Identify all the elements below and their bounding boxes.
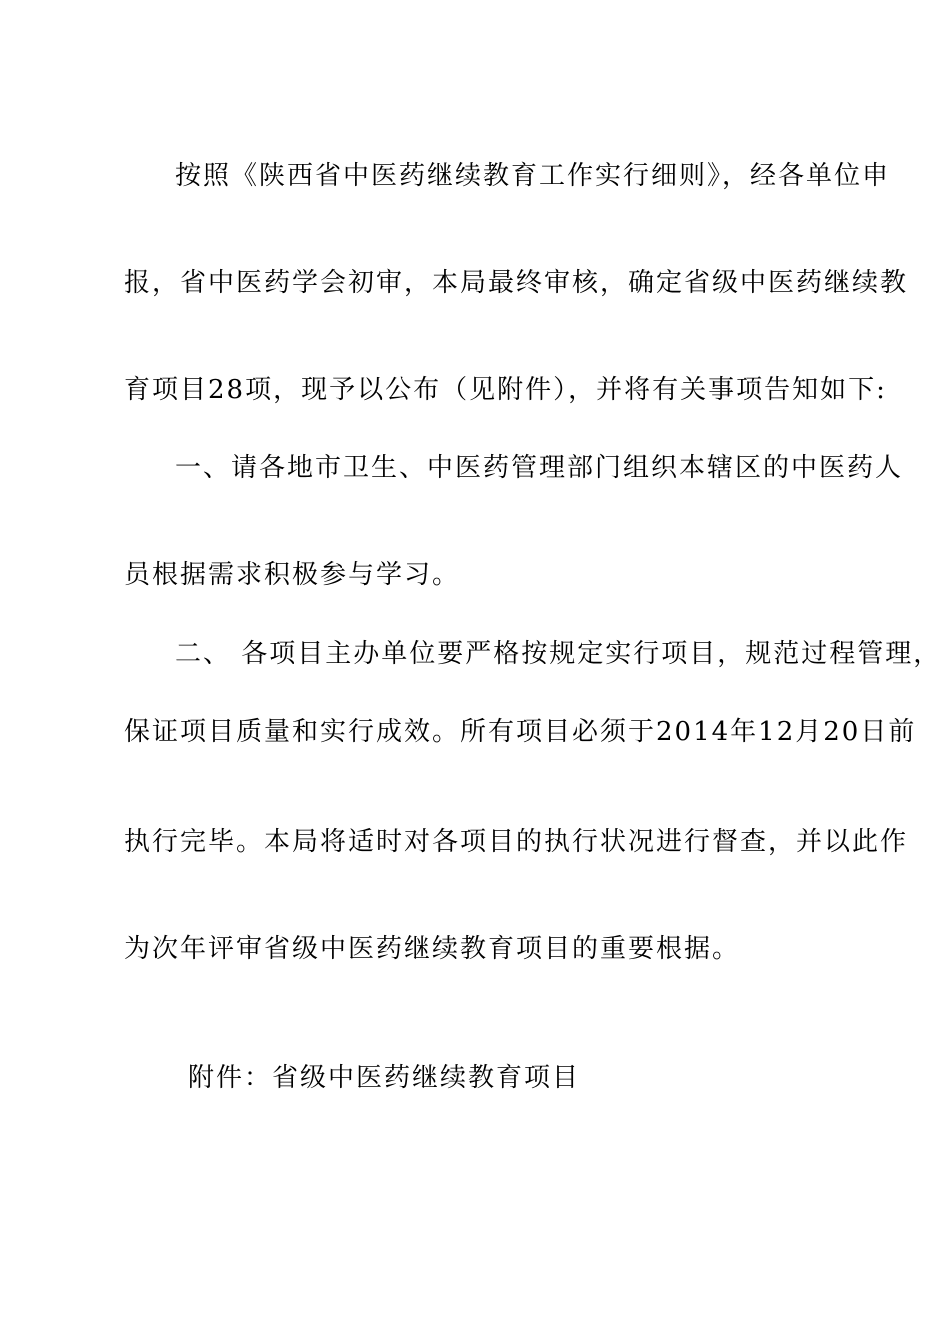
paragraph-1-line-2: 报，省中医药学会初审，本局最终审核，确定省级中医药继续教 bbox=[124, 268, 909, 298]
paragraph-3-line-2: 保证项目质量和实行成效。所有项目必须于2014年12月20日前 bbox=[124, 717, 917, 747]
paragraph-2-line-1: 一、请各地市卫生、中医药管理部门组织本辖区的中医药人 bbox=[175, 453, 904, 483]
paragraph-3-line-4: 为次年评审省级中医药继续教育项目的重要根据。 bbox=[124, 934, 741, 964]
paragraph-1-line-3: 育项目28项，现予以公布（见附件），并将有关事项告知如下: bbox=[124, 375, 887, 405]
attachment-note: 附件：省级中医药继续教育项目 bbox=[188, 1063, 581, 1093]
paragraph-2-line-2: 员根据需求积极参与学习。 bbox=[124, 560, 461, 590]
paragraph-3-line-3: 执行完毕。本局将适时对各项目的执行状况进行督查，并以此作 bbox=[124, 827, 909, 857]
paragraph-3-line-1: 二、 各项目主办单位要严格按规定实行项目，规范过程管理， bbox=[175, 639, 942, 669]
paragraph-1-line-1: 按照《陕西省中医药继续教育工作实行细则》，经各单位申 bbox=[175, 161, 891, 191]
